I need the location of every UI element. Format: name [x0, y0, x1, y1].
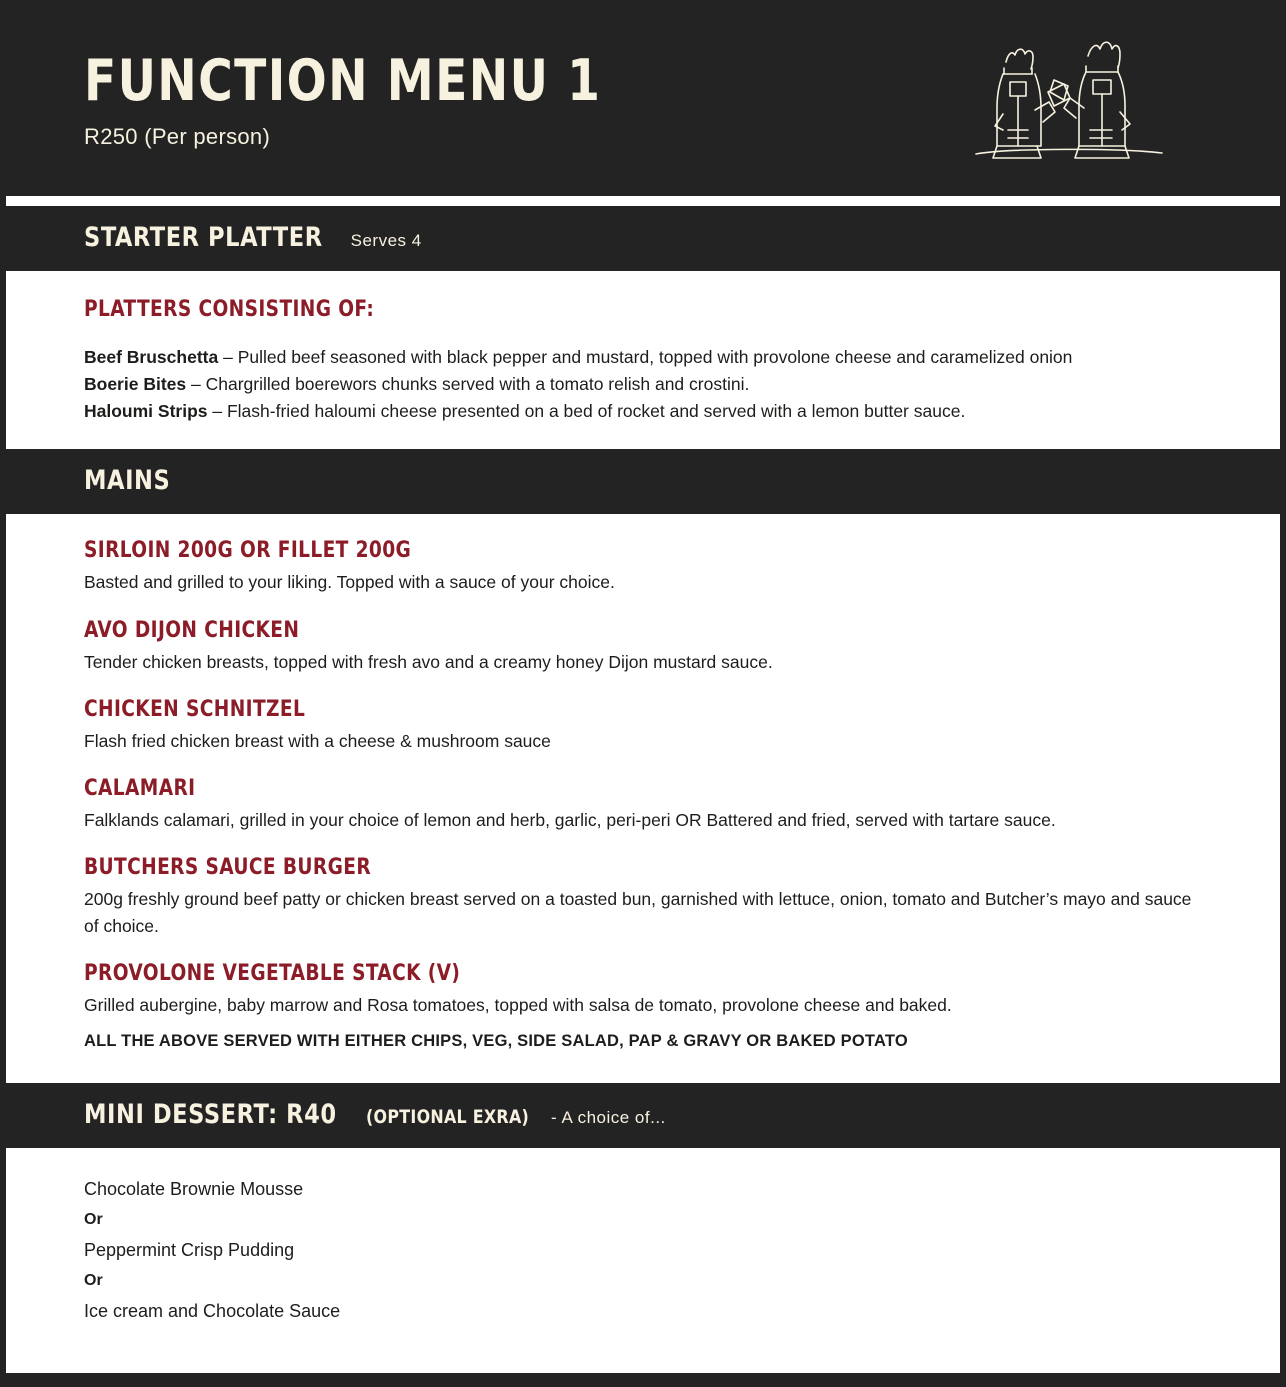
section-title-dessert: MINI DESSERT: R40 — [84, 1099, 337, 1131]
list-item: Ice cream and Chocolate Sauce — [84, 1301, 341, 1322]
dish-description: Tender chicken breasts, topped with fresh avo and a creamy honey Dijon mustard sauce. — [84, 651, 773, 672]
header-divider — [6, 196, 1280, 206]
list-item — [84, 697, 1202, 754]
platter-item-desc: – Chargrilled boerewors chunks served with a tomato relish and crostini. — [191, 374, 750, 395]
dish-name: BUTCHERS SAUCE BURGER — [84, 855, 372, 881]
served-with-note: ALL THE ABOVE SERVED WITH EITHER CHIPS, VEG, SIDE SALAD, PAP & GRAVY OR BAKED POTATO — [84, 1032, 908, 1051]
list-item — [84, 344, 1202, 371]
section-subtitle-dessert: - A choice of... — [551, 1108, 666, 1128]
header-text-group — [6, 47, 646, 150]
page-title: FUNCTION MENU 1 — [84, 47, 602, 114]
mains-content — [6, 514, 1280, 1083]
menu-header — [6, 0, 1280, 196]
section-bar-mini-dessert — [6, 1083, 1280, 1148]
list-item — [84, 776, 1202, 833]
platter-item-name: Beef Bruschetta — [84, 347, 219, 367]
dish-name: SIRLOIN 200G OR FILLET 200G — [84, 538, 412, 564]
dessert-content — [6, 1148, 1280, 1373]
section-subtitle-starter: Serves 4 — [350, 231, 422, 250]
platter-item-name: Boerie Bites — [84, 374, 187, 395]
dish-name: AVO DIJON CHICKEN — [84, 617, 300, 643]
section-title-starter: STARTER PLATTER — [84, 222, 323, 253]
list-item: Chocolate Brownie Mousse — [84, 1179, 304, 1200]
section-title-mains: MAINS — [84, 465, 171, 497]
dish-name: CALAMARI — [84, 776, 196, 802]
starter-content — [6, 271, 1280, 449]
list-item — [84, 538, 1202, 595]
platter-item-desc: – Pulled beef seasoned with black pepper and mustard, topped with provolone cheese and caramelized onion — [223, 347, 1073, 367]
section-dessert-optional-note: (OPTIONAL EXRA) — [365, 1106, 529, 1129]
footer-bar — [6, 1373, 1280, 1387]
list-item — [84, 398, 1202, 425]
platter-item-desc: – Flash-fried haloumi cheese presented on a bed of rocket and served with a lemon butter sauce. — [212, 401, 966, 422]
dish-description: 200g freshly ground beef patty or chicken breast served on a toasted bun, garnished with lettuce, onion, tomato and Butcher’s mayo and sauce of choice. — [84, 889, 1192, 936]
dish-description: Grilled aubergine, baby marrow and Rosa tomatoes, topped with salsa de tomato, provolone cheese and baked. — [84, 994, 952, 1015]
dish-description: Falklands calamari, grilled in your choice of lemon and herb, garlic, peri-peri OR Battered and fried, served with tartare sauce. — [84, 810, 1056, 831]
section-bar-starter-platter — [6, 206, 1280, 271]
or-separator: Or — [84, 1272, 103, 1290]
list-item — [84, 371, 1202, 398]
two-chefs-line-drawing-icon — [970, 26, 1170, 166]
dish-description: Flash fried chicken breast with a cheese & mushroom sauce — [84, 730, 551, 751]
menu-price: R250 (Per person) — [84, 123, 271, 149]
or-separator: Or — [84, 1211, 103, 1229]
list-item — [84, 961, 1202, 1051]
dish-description: Basted and grilled to your liking. Topped with a sauce of your choice. — [84, 572, 615, 593]
platter-item-name: Haloumi Strips — [84, 401, 208, 422]
dish-name: PROVOLONE VEGETABLE STACK (V) — [84, 960, 461, 986]
list-item — [84, 855, 1202, 939]
platters-consisting-heading: PLATTERS CONSISTING OF: — [84, 297, 375, 322]
section-bar-mains — [6, 449, 1280, 514]
list-item — [84, 618, 1202, 675]
dish-name: CHICKEN SCHNITZEL — [84, 696, 306, 722]
list-item: Peppermint Crisp Pudding — [84, 1240, 295, 1261]
